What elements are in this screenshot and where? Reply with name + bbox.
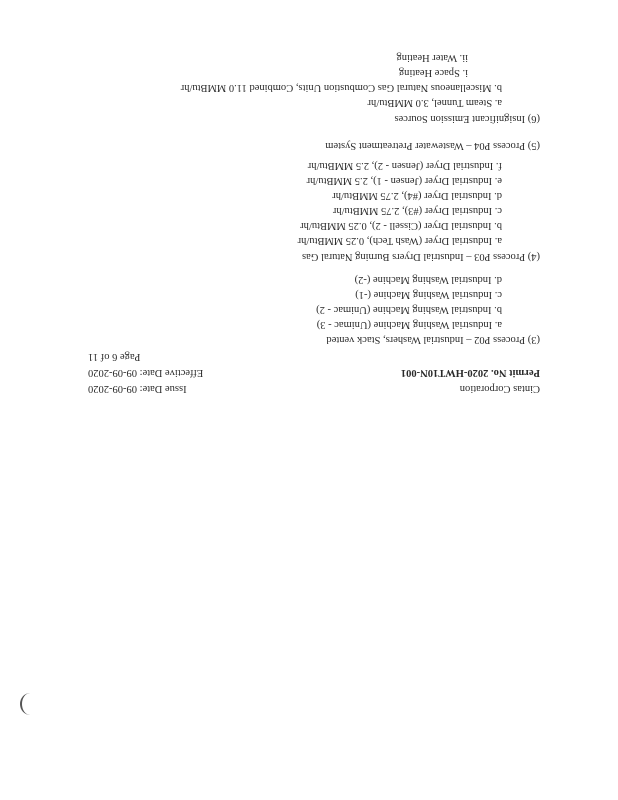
list-item: c. Industrial Dryer (#3), 2.75 MMBtu/hr xyxy=(332,205,502,216)
list-item: a. Steam Tunnel, 3.0 MMBtu/hr xyxy=(367,97,502,108)
issue-date: Issue Date: 09-09-2020 xyxy=(88,383,187,394)
effective-date: Effective Date: 09-09-2020 xyxy=(88,367,204,378)
list-item: d. Industrial Washing Machine (-2) xyxy=(354,274,502,285)
permit-number: Permit No. 2020-HWT10N-001 xyxy=(400,367,540,378)
scan-artifact-mark xyxy=(20,693,40,715)
company-name: Cintas Corporation xyxy=(459,383,540,394)
sub-list-item: ii. Water Heating xyxy=(396,52,468,63)
page-number: Page 6 of 11 xyxy=(88,351,141,362)
list-item: b. Miscellaneous Natural Gas Combustion Units, Combined 11.0 MMBtu/hr xyxy=(180,82,502,93)
list-item: b. Industrial Washing Machine (Unimac - 2) xyxy=(316,304,502,315)
section-heading: (3) Process P02 – Industrial Washers, Stack vented xyxy=(326,334,540,345)
list-item: f. Industrial Dryer (Jensen - 2), 2.5 MMBtu/hr xyxy=(307,160,502,171)
list-item: b. Industrial Dryer (Cissell - 2), 0.25 MMBtu/hr xyxy=(300,220,502,231)
list-item: a. Industrial Washing Machine (Unimac - 3) xyxy=(316,319,502,330)
list-item: c. Industrial Washing Machine (-1) xyxy=(355,289,502,300)
list-item: e. Industrial Dryer (Jensen - 1), 2.5 MMBtu/hr xyxy=(306,175,502,186)
section-heading: (4) Process P03 – Industrial Dryers Burning Natural Gas xyxy=(302,251,540,262)
list-item: d. Industrial Dryer (#4), 2.75 MMBtu/hr xyxy=(332,190,502,201)
section-heading: (6) Insignificant Emission Sources xyxy=(394,113,540,124)
sub-list-item: i. Space Heating xyxy=(398,67,468,78)
list-item: a. Industrial Dryer (Wash Tech), 0.25 MMBtu/hr xyxy=(297,235,502,246)
section-heading: (5) Process P04 – Wastewater Pretreatment System xyxy=(325,140,540,151)
